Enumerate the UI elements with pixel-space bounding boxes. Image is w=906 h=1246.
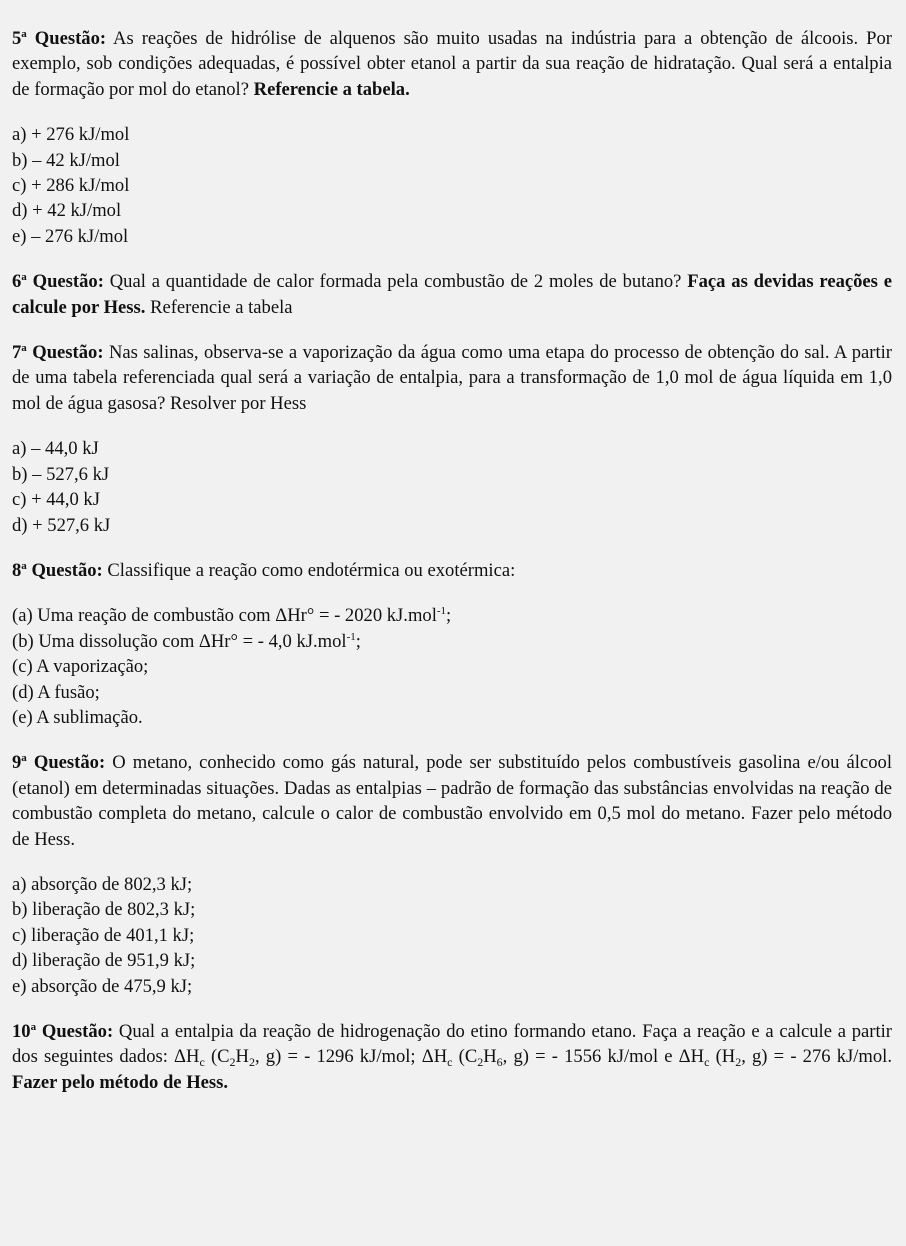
question-8 bbox=[12, 558, 892, 583]
question-10-number: 10$^a$ Questão: bbox=[12, 1021, 114, 1042]
question-6-number: 6$^a$ Questão: bbox=[12, 271, 104, 293]
option: c) + 44,0 kJ bbox=[12, 489, 100, 511]
question-6-bold-text: Faça as devidas reações e calcule por Hess. bbox=[12, 271, 892, 318]
option: d) + 42 kJ/mol bbox=[12, 200, 122, 222]
question-6-text: Qual a quantidade de calor formada pela combustão de 2 moles de butano? bbox=[109, 271, 682, 293]
option: d) liberação de 951,9 kJ; bbox=[12, 950, 196, 972]
question-8-number: 8$^a$ Questão: bbox=[12, 559, 103, 581]
question-10 bbox=[12, 1019, 892, 1095]
item-d: (d) A fusão; bbox=[12, 681, 100, 703]
question-7-text: Nas salinas, observa-se a vaporização da água como uma etapa do processo de obtenção do sal. A partir de uma tabela referenciada qual será a variação de entalpia, para a transformação de 1,0 mol de água líquida em 1,0 mol de água gasosa? Resolver por Hess bbox=[12, 342, 892, 414]
question-10-bold-end: Fazer pelo método de Hess. bbox=[12, 1071, 229, 1093]
question-9 bbox=[12, 750, 892, 852]
question-6-tail: Referencie a tabela bbox=[150, 296, 293, 318]
item-b: (b) Uma dissolução com ΔHr° = - 4,0 kJ.mol$^{-1}$; bbox=[12, 630, 361, 652]
question-7-number: 7$^a$ Questão: bbox=[12, 342, 104, 364]
question-8-items bbox=[12, 603, 892, 730]
question-6 bbox=[12, 269, 892, 320]
option: a) absorção de 802,3 kJ; bbox=[12, 873, 193, 895]
option: a) – 44,0 kJ bbox=[12, 438, 99, 460]
question-10-text: Qual a entalpia da reação de hidrogenação do etino formando etano. Faça a reação e a calcule a partir dos seguintes dados: $\Delta H_c$ ($C_2H_2$, g) = - 1296 kJ/mol; $\Delta H_c$ ($C_2H_6$, g) = - 1556 kJ/mol e $\Delta H_c$ ($H_2$, g) = - 276 kJ/mol. bbox=[12, 1021, 893, 1070]
question-5-note: Referencie a tabela. bbox=[253, 78, 410, 100]
question-7 bbox=[12, 340, 892, 416]
option: b) – 42 kJ/mol bbox=[12, 149, 120, 171]
question-5 bbox=[12, 26, 892, 102]
item-a: (a) Uma reação de combustão com ΔHr° = - 2020 kJ.mol$^{-1}$; bbox=[12, 605, 452, 627]
item-c: (c) A vaporização; bbox=[12, 656, 149, 678]
question-9-number: 9$^a$ Questão: bbox=[12, 752, 106, 774]
option: a) + 276 kJ/mol bbox=[12, 124, 130, 146]
question-9-text: O metano, conhecido como gás natural, pode ser substituído pelos combustíveis gasolina e/ou álcool (etanol) em determinadas situações. Dadas as entalpias – padrão de formação das substâncias envolvidas na reação de combustão completa do metano, calcule o calor de combustão envolvido em 0,5 mol do metano. Fazer pelo método de Hess. bbox=[12, 752, 892, 850]
question-7-options bbox=[12, 436, 892, 538]
question-5-text: As reações de hidrólise de alquenos são muito usadas na indústria para a obtenção de álcoois. Por exemplo, sob condições adequadas, é possível obter etanol a partir da sua reação de hidratação. Qual será a entalpia de formação por mol do etanol? bbox=[12, 28, 892, 100]
option: b) liberação de 802,3 kJ; bbox=[12, 899, 196, 921]
option: d) + 527,6 kJ bbox=[12, 514, 111, 536]
option: e) – 276 kJ/mol bbox=[12, 225, 129, 247]
question-5-number: 5$^a$ Questão: bbox=[12, 28, 107, 49]
question-8-text: Classifique a reação como endotérmica ou exotérmica: bbox=[107, 559, 516, 581]
question-9-options bbox=[12, 872, 892, 999]
option: c) liberação de 401,1 kJ; bbox=[12, 924, 195, 946]
item-e: (e) A sublimação. bbox=[12, 706, 143, 728]
option: b) – 527,6 kJ bbox=[12, 463, 110, 485]
option: e) absorção de 475,9 kJ; bbox=[12, 975, 193, 997]
question-5-options bbox=[12, 122, 892, 249]
option: c) + 286 kJ/mol bbox=[12, 175, 130, 197]
